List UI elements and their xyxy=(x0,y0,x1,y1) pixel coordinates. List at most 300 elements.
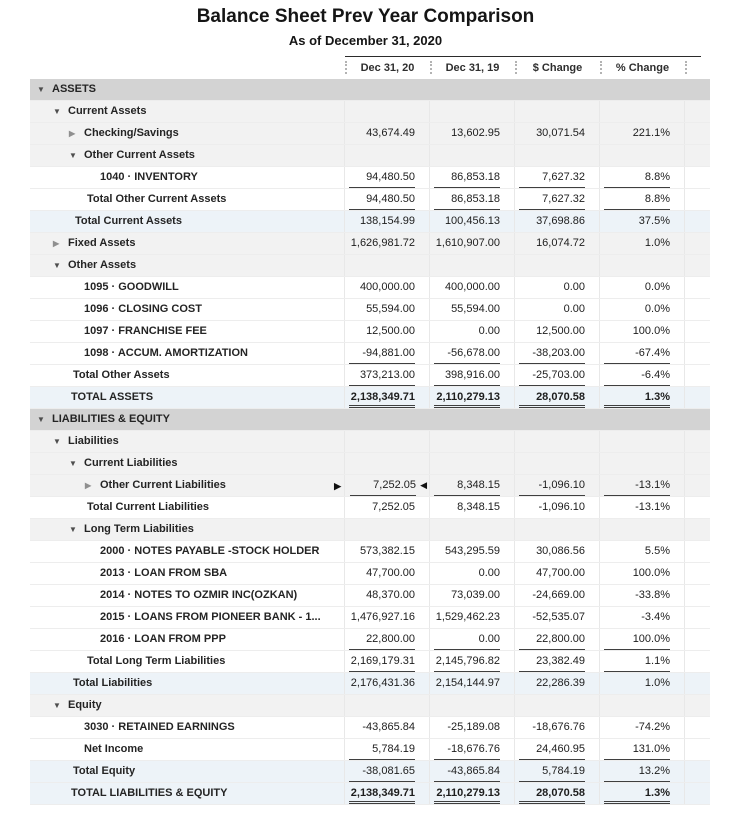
cell-value[interactable]: -94,881.00 xyxy=(349,344,415,364)
cell-value[interactable]: 73,039.00 xyxy=(451,589,500,601)
row-label: Long Term Liabilities xyxy=(84,523,194,535)
value-cell xyxy=(600,277,685,298)
value-cell xyxy=(515,387,600,408)
value-cell xyxy=(430,211,515,232)
value-cell xyxy=(345,541,430,562)
value-cell xyxy=(600,211,685,232)
value-cell xyxy=(600,783,685,804)
cell-value[interactable]: 2,154,144.97 xyxy=(435,677,500,689)
cell-value[interactable]: 400,000.00 xyxy=(359,281,415,293)
report-row xyxy=(30,343,710,365)
row-tail-cell xyxy=(685,409,710,430)
cell-value[interactable]: 400,000.00 xyxy=(444,281,500,293)
value-cell xyxy=(600,695,685,716)
cell-value[interactable]: 5,784.19 xyxy=(519,762,585,782)
value-cell xyxy=(515,145,600,166)
value-cell xyxy=(430,343,515,364)
row-tail-cell xyxy=(685,497,710,518)
cell-value[interactable]: 100.0% xyxy=(632,325,670,337)
row-label-cell xyxy=(30,695,345,716)
collapse-triangle-icon[interactable]: ▼ xyxy=(69,525,77,534)
value-cell xyxy=(600,233,685,254)
cell-value[interactable]: -67.4% xyxy=(604,344,670,364)
cell-value[interactable]: 22,800.00 xyxy=(519,630,585,650)
cell-value[interactable]: 43,674.49 xyxy=(366,127,415,139)
row-label: 2000 · NOTES PAYABLE -STOCK HOLDER xyxy=(100,545,320,557)
cell-value[interactable]: 2,110,279.13 xyxy=(434,785,500,804)
report-row xyxy=(30,145,710,167)
report-row xyxy=(30,761,710,783)
cell-value[interactable]: 2,110,279.13 xyxy=(434,389,500,408)
cell-value[interactable]: -18,676.76 xyxy=(532,721,585,733)
cell-value[interactable]: 86,853.18 xyxy=(434,168,500,188)
cell-value[interactable]: 0.0% xyxy=(644,281,670,293)
row-label: TOTAL LIABILITIES & EQUITY xyxy=(71,787,228,799)
value-cell xyxy=(515,629,600,650)
cell-value[interactable]: 8,348.15 xyxy=(457,501,500,513)
value-cell xyxy=(345,167,430,188)
cell-value[interactable]: 86,853.18 xyxy=(434,190,500,210)
value-cell xyxy=(515,453,600,474)
row-label-cell xyxy=(30,387,345,408)
row-label: Net Income xyxy=(84,743,144,755)
value-cell xyxy=(345,101,430,122)
report-row xyxy=(30,277,710,299)
value-cell xyxy=(515,79,600,100)
value-cell xyxy=(515,299,600,320)
cell-value[interactable]: 2,145,796.82 xyxy=(434,652,500,672)
report-row xyxy=(30,101,710,123)
cell-value[interactable]: 8.8% xyxy=(604,168,670,188)
cell-value[interactable]: -18,676.76 xyxy=(434,740,500,760)
cell-value[interactable]: 22,800.00 xyxy=(349,630,415,650)
value-cell xyxy=(515,233,600,254)
cell-value[interactable]: 13,602.95 xyxy=(451,127,500,139)
cell-value[interactable]: 1.0% xyxy=(644,677,670,689)
row-label-cell xyxy=(30,519,345,540)
value-cell xyxy=(430,101,515,122)
value-cell xyxy=(345,651,430,672)
value-cell xyxy=(345,695,430,716)
report-row xyxy=(30,189,710,211)
value-cell xyxy=(430,497,515,518)
value-cell xyxy=(515,365,600,386)
cell-value[interactable]: 8,348.15 xyxy=(434,476,500,496)
row-label: LIABILITIES & EQUITY xyxy=(52,413,170,425)
row-label: Equity xyxy=(68,699,102,711)
value-cell xyxy=(430,519,515,540)
value-cell xyxy=(600,629,685,650)
cell-value[interactable]: 1.1% xyxy=(604,652,670,672)
cell-value[interactable]: 1.3% xyxy=(604,785,670,804)
cell-value[interactable]: 22,286.39 xyxy=(536,677,585,689)
cell-value[interactable]: 100,456.13 xyxy=(444,215,500,227)
collapse-triangle-icon[interactable]: ▼ xyxy=(53,107,61,116)
row-tail-cell xyxy=(685,189,710,210)
cell-value[interactable]: 24,460.95 xyxy=(519,740,585,760)
cell-value[interactable]: -13.1% xyxy=(604,476,670,496)
cell-value[interactable]: 37.5% xyxy=(638,215,670,227)
row-tail-cell xyxy=(685,519,710,540)
cell-value[interactable]: 7,627.32 xyxy=(519,168,585,188)
value-cell xyxy=(600,541,685,562)
row-tail-cell xyxy=(685,783,710,804)
hidden-columns-indicator-icon[interactable]: ▶ xyxy=(334,481,341,491)
report-row xyxy=(30,651,710,673)
row-label: Liabilities xyxy=(68,435,119,447)
cell-value[interactable]: -1,096.10 xyxy=(538,501,585,513)
cell-value[interactable]: -33.8% xyxy=(635,589,670,601)
cell-value[interactable]: -56,678.00 xyxy=(434,344,500,364)
row-label: Current Liabilities xyxy=(84,457,178,469)
value-cell xyxy=(515,123,600,144)
cell-value[interactable]: -74.2% xyxy=(635,721,670,733)
value-cell xyxy=(430,585,515,606)
cell-value[interactable]: 12,500.00 xyxy=(536,325,585,337)
row-label: 1096 · CLOSING COST xyxy=(84,303,202,315)
cell-value[interactable]: 16,074.72 xyxy=(536,237,585,249)
report-table xyxy=(30,57,710,805)
value-cell xyxy=(430,277,515,298)
column-header-spacer xyxy=(30,57,345,79)
value-cell xyxy=(515,519,600,540)
row-label-cell xyxy=(30,431,345,452)
column-header: Dec 31, 19 xyxy=(430,57,515,79)
cell-value[interactable]: 543,295.59 xyxy=(444,545,500,557)
value-cell xyxy=(345,299,430,320)
cell-value[interactable]: 55,594.00 xyxy=(451,303,500,315)
cell-value[interactable]: 138,154.99 xyxy=(359,215,415,227)
row-label: 1040 · INVENTORY xyxy=(100,171,198,183)
row-label: 1095 · GOODWILL xyxy=(84,281,179,293)
report-row xyxy=(30,453,710,475)
cell-value[interactable]: 0.00 xyxy=(478,325,500,337)
cell-value[interactable]: 221.1% xyxy=(632,127,670,139)
value-cell xyxy=(600,761,685,782)
report-row xyxy=(30,123,710,145)
value-cell xyxy=(515,563,600,584)
row-label: Total Current Assets xyxy=(75,215,182,227)
row-label-cell xyxy=(30,717,345,738)
row-label-cell xyxy=(30,79,345,100)
cell-value[interactable]: -43,865.84 xyxy=(434,762,500,782)
report-subtitle: As of December 31, 2020 xyxy=(288,33,443,48)
row-label: Other Current Assets xyxy=(84,149,195,161)
cell-value[interactable]: 28,070.58 xyxy=(519,785,585,804)
row-label-cell xyxy=(30,629,345,650)
value-cell xyxy=(515,189,600,210)
cell-value[interactable]: 1,476,927.16 xyxy=(350,611,415,623)
cell-value[interactable]: 23,382.49 xyxy=(519,652,585,672)
value-cell xyxy=(600,387,685,408)
value-cell xyxy=(430,673,515,694)
cell-value[interactable]: -13.1% xyxy=(635,501,670,513)
cell-value[interactable]: 13.2% xyxy=(604,762,670,782)
value-cell xyxy=(515,255,600,276)
cell-value[interactable]: -24,669.00 xyxy=(532,589,585,601)
value-cell xyxy=(600,519,685,540)
cell-value[interactable]: 1.0% xyxy=(644,237,670,249)
row-tail-cell xyxy=(685,123,710,144)
report-row xyxy=(30,541,710,563)
value-cell xyxy=(515,717,600,738)
cell-value[interactable]: -43,865.84 xyxy=(362,721,415,733)
row-tail-cell xyxy=(685,145,710,166)
cell-value[interactable]: 7,252.05 xyxy=(350,476,416,496)
cell-value[interactable]: 5,784.19 xyxy=(349,740,415,760)
cell-value[interactable]: 30,071.54 xyxy=(536,127,585,139)
value-cell xyxy=(600,101,685,122)
value-cell xyxy=(600,563,685,584)
cell-value[interactable]: 0.00 xyxy=(563,281,585,293)
value-cell xyxy=(600,123,685,144)
cell-value[interactable]: -38,203.00 xyxy=(519,344,585,364)
value-cell xyxy=(515,409,600,430)
value-cell xyxy=(430,695,515,716)
collapse-triangle-icon[interactable]: ▼ xyxy=(69,151,77,160)
row-label-cell xyxy=(30,101,345,122)
row-label: 2015 · LOANS FROM PIONEER BANK - 1... xyxy=(100,611,321,623)
value-cell xyxy=(430,563,515,584)
cell-value[interactable]: 1,610,907.00 xyxy=(435,237,500,249)
collapse-triangle-icon[interactable]: ▼ xyxy=(53,701,61,710)
value-cell xyxy=(430,189,515,210)
row-tail-cell xyxy=(685,629,710,650)
row-label: 2013 · LOAN FROM SBA xyxy=(100,567,228,579)
value-cell xyxy=(515,607,600,628)
value-cell xyxy=(345,79,430,100)
expand-arrow-icon[interactable]: ▶ xyxy=(85,481,92,490)
row-label-cell xyxy=(30,123,345,144)
cell-value[interactable]: 94,480.50 xyxy=(349,190,415,210)
row-tail-cell xyxy=(685,607,710,628)
cell-value[interactable]: -25,703.00 xyxy=(519,366,585,386)
cell-value[interactable]: 7,627.32 xyxy=(519,190,585,210)
report-row xyxy=(30,79,710,101)
report-row xyxy=(30,739,710,761)
report-title: Balance Sheet Prev Year Comparison xyxy=(196,6,535,27)
value-cell xyxy=(600,321,685,342)
row-label-cell xyxy=(30,673,345,694)
cell-value[interactable]: 1.3% xyxy=(604,389,670,408)
value-cell xyxy=(430,739,515,760)
value-cell xyxy=(600,453,685,474)
cell-value[interactable]: 8.8% xyxy=(604,190,670,210)
cell-value[interactable]: 0.00 xyxy=(478,567,500,579)
value-cell xyxy=(515,585,600,606)
value-cell xyxy=(345,145,430,166)
row-label-cell xyxy=(30,189,345,210)
value-cell xyxy=(515,343,600,364)
row-label: Total Other Assets xyxy=(73,369,170,381)
value-cell xyxy=(515,475,600,496)
value-cell xyxy=(345,519,430,540)
value-cell xyxy=(430,431,515,452)
collapse-triangle-icon[interactable]: ▼ xyxy=(37,415,45,424)
report-row xyxy=(30,431,710,453)
row-label-cell xyxy=(30,299,345,320)
cell-value[interactable]: 1,626,981.72 xyxy=(350,237,415,249)
cell-value[interactable]: 55,594.00 xyxy=(366,303,415,315)
value-cell xyxy=(345,409,430,430)
value-cell xyxy=(430,629,515,650)
row-tail-cell xyxy=(685,299,710,320)
value-cell xyxy=(515,497,600,518)
cell-value[interactable]: 0.0% xyxy=(644,303,670,315)
row-label: 3030 · RETAINED EARNINGS xyxy=(84,721,235,733)
report-row xyxy=(30,717,710,739)
cell-value[interactable]: 1,529,462.23 xyxy=(435,611,500,623)
report-row xyxy=(30,519,710,541)
cell-value[interactable]: 573,382.15 xyxy=(359,545,415,557)
report-row xyxy=(30,167,710,189)
cell-value[interactable]: 28,070.58 xyxy=(519,389,585,408)
value-cell xyxy=(515,739,600,760)
row-label-cell xyxy=(30,321,345,342)
cell-value[interactable]: -25,189.08 xyxy=(447,721,500,733)
row-label: Fixed Assets xyxy=(68,237,136,249)
row-tail-cell xyxy=(685,277,710,298)
cell-value[interactable]: 5.5% xyxy=(644,545,670,557)
row-label: Total Equity xyxy=(73,765,136,777)
cell-value[interactable]: 0.00 xyxy=(434,630,500,650)
collapse-triangle-icon[interactable]: ▼ xyxy=(37,85,45,94)
row-label-cell xyxy=(30,739,345,760)
value-cell xyxy=(345,365,430,386)
cell-value[interactable]: 48,370.00 xyxy=(366,589,415,601)
cell-value[interactable]: 2,169,179.31 xyxy=(349,652,415,672)
column-header-row xyxy=(30,57,710,79)
value-cell xyxy=(430,233,515,254)
cell-value[interactable]: -1,096.10 xyxy=(519,476,585,496)
row-label: 2016 · LOAN FROM PPP xyxy=(100,633,226,645)
cell-value[interactable]: -3.4% xyxy=(641,611,670,623)
value-cell xyxy=(345,387,430,408)
value-cell xyxy=(345,343,430,364)
cell-value[interactable]: 2,176,431.36 xyxy=(350,677,415,689)
cell-value[interactable]: 373,213.00 xyxy=(349,366,415,386)
value-cell xyxy=(515,541,600,562)
column-header: $ Change xyxy=(515,57,600,79)
report-row xyxy=(30,783,710,805)
report-row xyxy=(30,563,710,585)
row-tail-cell xyxy=(685,167,710,188)
report-row xyxy=(30,585,710,607)
collapse-triangle-icon[interactable]: ▼ xyxy=(53,437,61,446)
value-cell xyxy=(515,431,600,452)
cell-value[interactable]: 37,698.86 xyxy=(536,215,585,227)
row-label-cell xyxy=(30,783,345,804)
value-cell xyxy=(430,761,515,782)
row-tail-cell xyxy=(685,431,710,452)
value-cell xyxy=(345,431,430,452)
value-cell xyxy=(430,321,515,342)
value-cell xyxy=(600,585,685,606)
value-cell xyxy=(600,717,685,738)
row-tail-cell xyxy=(685,761,710,782)
cell-value[interactable]: 398,916.00 xyxy=(434,366,500,386)
row-tail-cell xyxy=(685,453,710,474)
value-cell xyxy=(600,343,685,364)
row-tail-cell xyxy=(685,695,710,716)
value-cell xyxy=(515,211,600,232)
value-cell xyxy=(430,651,515,672)
row-tail-cell xyxy=(685,343,710,364)
value-cell xyxy=(345,211,430,232)
cell-value[interactable]: -38,081.65 xyxy=(349,762,415,782)
cell-value[interactable]: 100.0% xyxy=(632,567,670,579)
row-tail-cell xyxy=(685,673,710,694)
column-header: % Change xyxy=(600,57,685,79)
cell-value[interactable]: -52,535.07 xyxy=(532,611,585,623)
cell-value[interactable]: 131.0% xyxy=(604,740,670,760)
cell-value[interactable]: 100.0% xyxy=(604,630,670,650)
report-row xyxy=(30,695,710,717)
value-cell xyxy=(345,629,430,650)
row-label: Total Liabilities xyxy=(73,677,153,689)
cell-value[interactable]: 94,480.50 xyxy=(349,168,415,188)
value-cell xyxy=(430,255,515,276)
row-label: Checking/Savings xyxy=(84,127,179,139)
value-cell xyxy=(345,761,430,782)
row-label-cell xyxy=(30,409,345,430)
cell-value[interactable]: 12,500.00 xyxy=(366,325,415,337)
cell-value[interactable]: 47,700.00 xyxy=(366,567,415,579)
cell-value[interactable]: 30,086.56 xyxy=(536,545,585,557)
value-cell xyxy=(515,101,600,122)
column-header: Dec 31, 20 xyxy=(345,57,430,79)
row-label-cell xyxy=(30,167,345,188)
value-cell xyxy=(600,673,685,694)
row-label-cell xyxy=(30,563,345,584)
row-label: ASSETS xyxy=(52,83,97,95)
expand-arrow-icon[interactable]: ▶ xyxy=(69,129,76,138)
value-cell xyxy=(600,255,685,276)
cell-value[interactable]: 2,138,349.71 xyxy=(349,785,415,804)
value-cell xyxy=(345,563,430,584)
report-row xyxy=(30,365,710,387)
row-tail-cell xyxy=(685,387,710,408)
collapse-triangle-icon[interactable]: ▼ xyxy=(69,459,77,468)
hidden-columns-indicator-icon[interactable]: ◀ xyxy=(420,480,427,490)
report-row xyxy=(30,233,710,255)
value-cell xyxy=(600,651,685,672)
value-cell xyxy=(515,277,600,298)
collapse-triangle-icon[interactable]: ▼ xyxy=(53,261,61,270)
expand-arrow-icon[interactable]: ▶ xyxy=(53,239,60,248)
value-cell xyxy=(430,167,515,188)
row-tail-cell xyxy=(685,255,710,276)
row-label-cell xyxy=(30,607,345,628)
row-label: Total Long Term Liabilities xyxy=(87,655,226,667)
value-cell xyxy=(600,167,685,188)
cell-value[interactable]: 47,700.00 xyxy=(536,567,585,579)
cell-value[interactable]: 7,252.05 xyxy=(372,501,415,513)
value-cell xyxy=(345,739,430,760)
report-row xyxy=(30,299,710,321)
value-cell xyxy=(345,717,430,738)
row-label-cell xyxy=(30,211,345,232)
value-cell xyxy=(345,607,430,628)
cell-value[interactable]: 2,138,349.71 xyxy=(349,389,415,408)
row-label-cell xyxy=(30,145,345,166)
value-cell xyxy=(600,607,685,628)
report-rows xyxy=(30,79,710,805)
value-cell xyxy=(600,497,685,518)
value-cell xyxy=(345,475,430,496)
cell-value[interactable]: 0.00 xyxy=(563,303,585,315)
cell-value[interactable]: -6.4% xyxy=(604,366,670,386)
